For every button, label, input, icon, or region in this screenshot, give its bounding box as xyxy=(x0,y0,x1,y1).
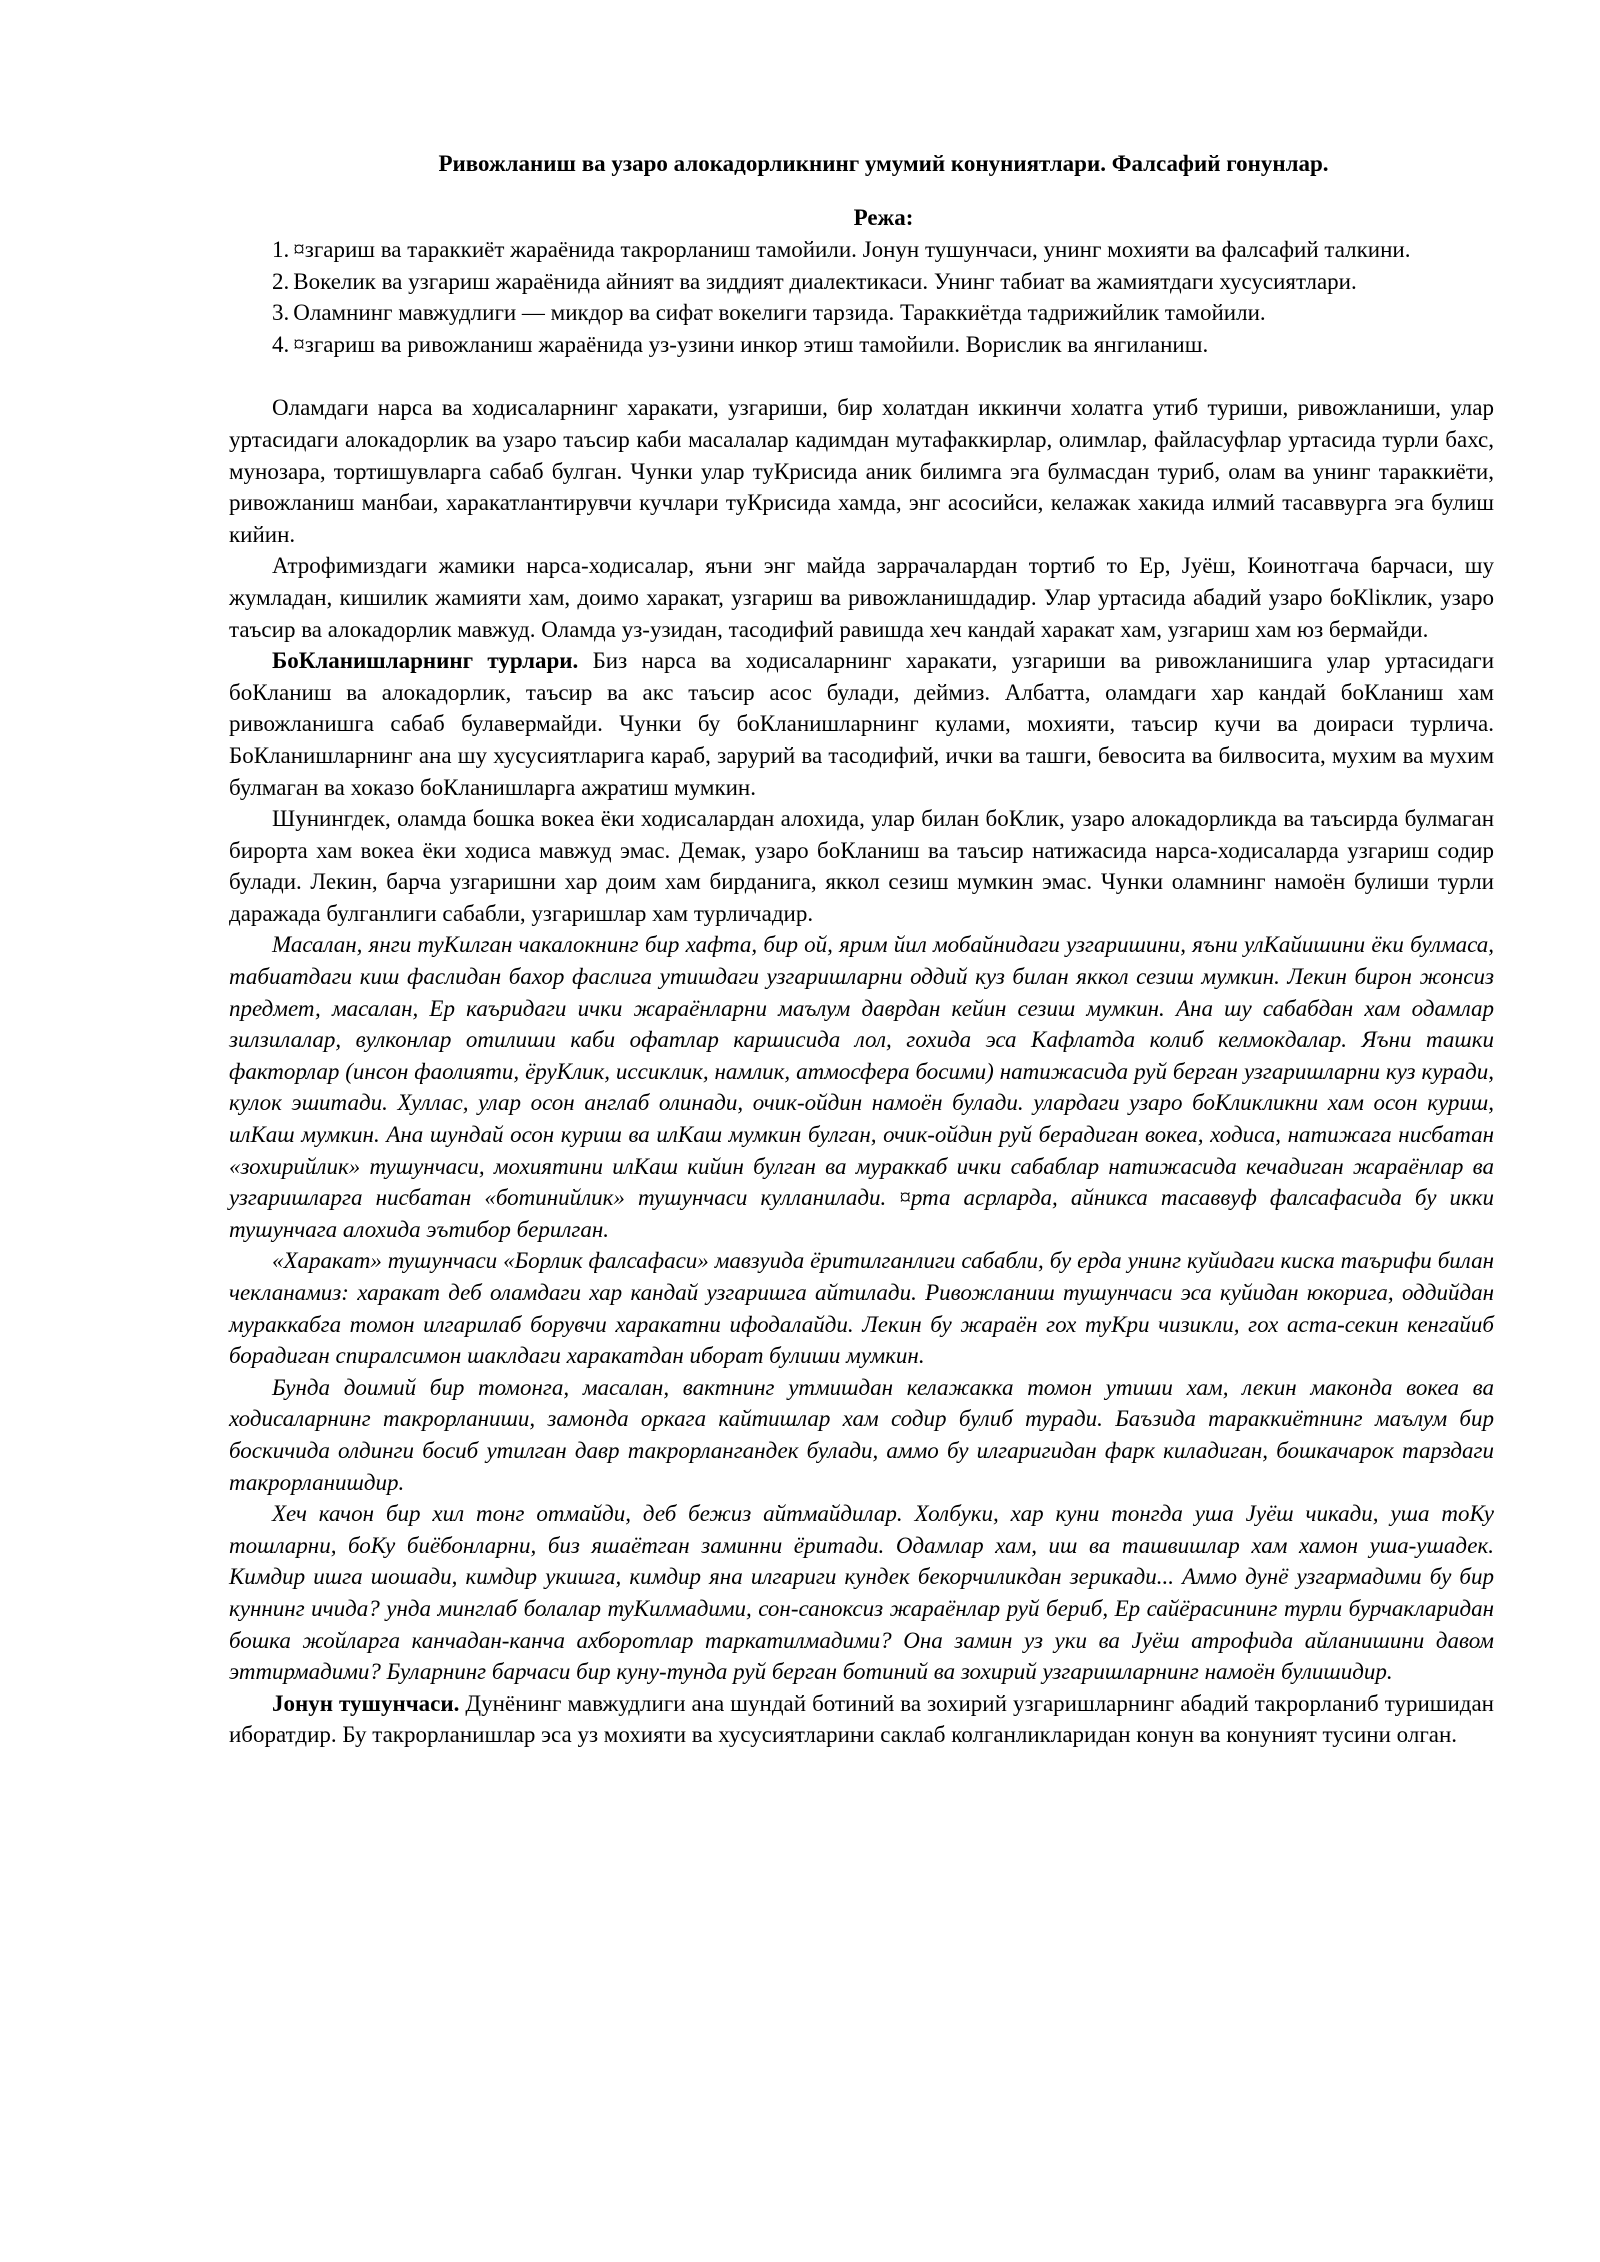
plan-item-text: ¤згариш ва ривожланиш жараёнида уз-узини инкор этиш тамойили. Ворислик ва янгиланиш. xyxy=(293,331,1209,357)
plan-list xyxy=(229,234,1494,360)
paragraph-text: Бунда доимий бир томонга, масалан, вактнинг утмишдан келажакка томон утиши хам, лекин маконда вокеа ва ходисаларнинг такрорланиши, замонда оркага кайтишлар хам содир булиб туради. Баъзида тараккиётнинг маълум бир боскичида олдинги босиб утилган давр такрорлангандек булади, аммо бу илгаригидан фарк киладиган, бошкачарок тарздаги такрорланишдир. xyxy=(229,1374,1494,1495)
plan-item xyxy=(229,234,1494,266)
document-body xyxy=(229,392,1494,1751)
plan-item xyxy=(229,329,1494,361)
paragraph xyxy=(229,645,1494,803)
plan-item-text: Оламнинг мавжудлиги — микдор ва сифат вокелиги тарзида. Тараккиётда тадрижийлик тамойили. xyxy=(293,300,1266,326)
plan-item-text: ¤згариш ва тараккиёт жараёнида такрорланиш тамойили. Јонун тушунчаси, унинг мохияти ва фалсафий талкини. xyxy=(293,237,1411,262)
paragraph xyxy=(229,1688,1494,1751)
paragraph-italic xyxy=(229,1498,1494,1688)
paragraph-italic xyxy=(229,929,1494,1245)
paragraph xyxy=(229,392,1494,550)
paragraph-italic xyxy=(229,1245,1494,1371)
paragraph-text: Биз нарса ва ходисаларнинг харакати, узгариши ва ривожланишига улар уртасидаги боКланиш ва алокадорлик, таъсир ва акс таъсир асос булади, деймиз. Албатта, оламдаги хар кандай боКланиш хам ривожланишга сабаб булавермайди. Чунки бу боКланишларнинг кулами, мохияти, таъсир кучи ва доираси турлича. БоКланишларнинг ана шу хусусиятларига караб, зарурий ва тасодифий, ички ва ташги, бевосита ва билвосита, мухим ва мухим булмаган ва хоказо боКланишларга ажратиш мумкин. xyxy=(229,648,1495,800)
plan-item-number: 4. xyxy=(272,331,290,357)
plan-item-text: Вокелик ва узгариш жараёнида айният ва зиддият диалектикаси. Унинг табиат ва жамиятдаги хусусиятлари. xyxy=(293,268,1357,294)
section-heading-connection-types: БоКланишларнинг турлари. xyxy=(272,648,579,674)
plan-item xyxy=(229,297,1494,329)
plan-item-number: 3. xyxy=(272,300,290,326)
paragraph-text: Шунингдек, оламда бошка вокеа ёки ходисалардан алохида, улар билан боКлик, узаро алокадорликда ва таъсирда булмаган бирорта хам вокеа ёки ходиса мавжуд эмас. Демак, узаро боКланиш ва таъсир натижасида нарса-ходисаларда узгариш содир булади. Лекин, барча узгаришни хар доим хам бирданига, яккол сезиш мумкин эмас. Чунки оламнинг намоён булиши турли даражада булганлиги сабабли, узгаришлар хам турличадир. xyxy=(229,806,1494,926)
document-title: Ривожланиш ва узаро алокадорликнинг умумий конуниятлари. Фалсафий гонунлар. xyxy=(438,151,1329,176)
paragraph-text: Атрофимиздаги жамики нарса-ходисалар, яъни энг майда заррачалардан тортиб то Ер, Јуёш, Коинотгача барчаси, шу жумладан, кишилик жамияти хам, доимо харакат, узгариш ва ривожланишдадир. Улар уртасида абадий узаро боКliклик, узаро таъсир ва алокадорлик мавжуд. Оламда уз-узидан, тасодифий равишда хеч кандай харакат хам, узгариш хам юз бермайди. xyxy=(229,553,1494,642)
paragraph-text: Масалан, янги туКилган чакалокнинг бир хафта, бир ой, ярим йил мобайнидаги узгаришини, яъни улКайишини ёки булмаса, табиатдаги киш фаслидан бахор фаслига утишдаги узгаришларни оддий куз билан яккол сезиш мумкин. Лекин бирон жонсиз предмет, масалан, Ер каъридаги ички жараёнларни маълум даврдан кейин сезиш мумкин. Ана шу сабабдан хам одамлар зилзилалар, вулконлар отилиши каби офатлар каршисида лол, гохида эса Кафлатда колиб келмокдалар. Яъни ташки факторлар (инсон фаолияти, ёруКлик, иссиклик, намлик, атмосфера босими) натижасида руй берган узгаришларни куз куради, кулок эшитади. Хуллас, улар осон англаб олинади, очик-ойдин намоён булади. улардаги узаро боКликликни хам осон куриш, илКаш мумкин. Ана шундай осон куриш ва илКаш мумкин булган, очик-ойдин руй берадиган вокеа, ходиса, натижага нисбатан «зохирийлик» тушунчаси, мохиятини илКаш кийин булган ва мураккаб ички сабаблар натижасида кечадиган жараёнлар ва узгаришларга нисбатан «ботинийлик» тушунчаси кулланилади. ¤рта асрларда, айникса тасаввуф фалсафасида бу икки тушунчага алохида эътибор берилган. xyxy=(229,932,1494,1242)
paragraph xyxy=(229,803,1494,929)
plan-item xyxy=(229,266,1494,298)
paragraph-italic xyxy=(229,1372,1494,1498)
document-page xyxy=(229,148,1494,1751)
paragraph-text: Хеч качон бир хил тонг отмайди, деб бежиз айтмайдилар. Холбуки, хар куни тонгда уша Јуёш чикади, уша тоКу тошларни, боКу биёбонларни, биз яшаётган заминни ёритади. Одамлар хам, иш ва ташвишлар хам хамон уша-ушадек. Кимдир ишга шошади, кимдир укишга, кимдир яна илгариги кундек бекорчиликдан зерикади... Аммо дунё узгармадими бу бир куннинг ичида? унда минглаб болалар туКилмадими, сон-саноксиз жараёнлар руй бериб, Ер сайёрасининг турли бурчакларидан бошка жойларга канчадан-канча ахборотлар таркатилмадими? Она замин уз уки ва Јуёш атрофида айланишини давом эттирмадими? Буларнинг барчаси бир куну-тунда руй берган ботиний ва зохирий узгаришларнинг намоён булишидир. xyxy=(229,1501,1494,1685)
paragraph-text: Дунёнинг мавжудлиги ана шундай ботиний ва зохирий узгаришларнинг абадий такрорланиб туришидан иборатдир. Бу такрорланишлар эса уз мохияти ва хусусиятларини саклаб колганликларидан конун ва конуният тусини олган. xyxy=(229,1690,1494,1748)
plan-item-number: 2. xyxy=(272,268,290,294)
paragraph-text: Оламдаги нарса ва ходисаларнинг харакати, узгариши, бир холатдан иккинчи холатга утиб туриши, ривожланиши, улар уртасидаги алокадорлик ва узаро таъсир каби масалалар кадимдан мутафаккирлар, олимлар, файласуфлар уртасида турли бахс, мунозара, тортишувларга сабаб булган. Чунки улар туКрисида аник билимга эга булмасдан туриб, олам ва унинг тараккиёти, ривожланиш манбаи, харакатлантирувчи кучлари туКрисида хамда, энг асосийси, келажак хакида илмий тасаввурга эга булиш кийин. xyxy=(229,395,1494,547)
paragraph xyxy=(229,550,1494,645)
plan-heading: Режа: xyxy=(853,205,914,230)
paragraph-text: «Харакат» тушунчаси «Борлик фалсафаси» мавзуида ёритилганлиги сабабли, бу ерда унинг куйидаги киска таърифи билан чекланамиз: харакат деб оламдаги хар кандай узгаришга айтилади. Ривожланиш тушунчаси эса куйидан юкорига, оддийдан мураккабга томон илгарилаб борувчи харакатни ифодалайди. Лекин бу жараён гох туКри чизикли, гох аста-секин кенгайиб борадиган спиралсимон шаклдаги харакатдан иборат булиши мумкин. xyxy=(229,1248,1494,1369)
section-heading-law-concept: Јонун тушунчаси. xyxy=(272,1690,460,1716)
plan-item-number: 1. xyxy=(272,237,290,262)
